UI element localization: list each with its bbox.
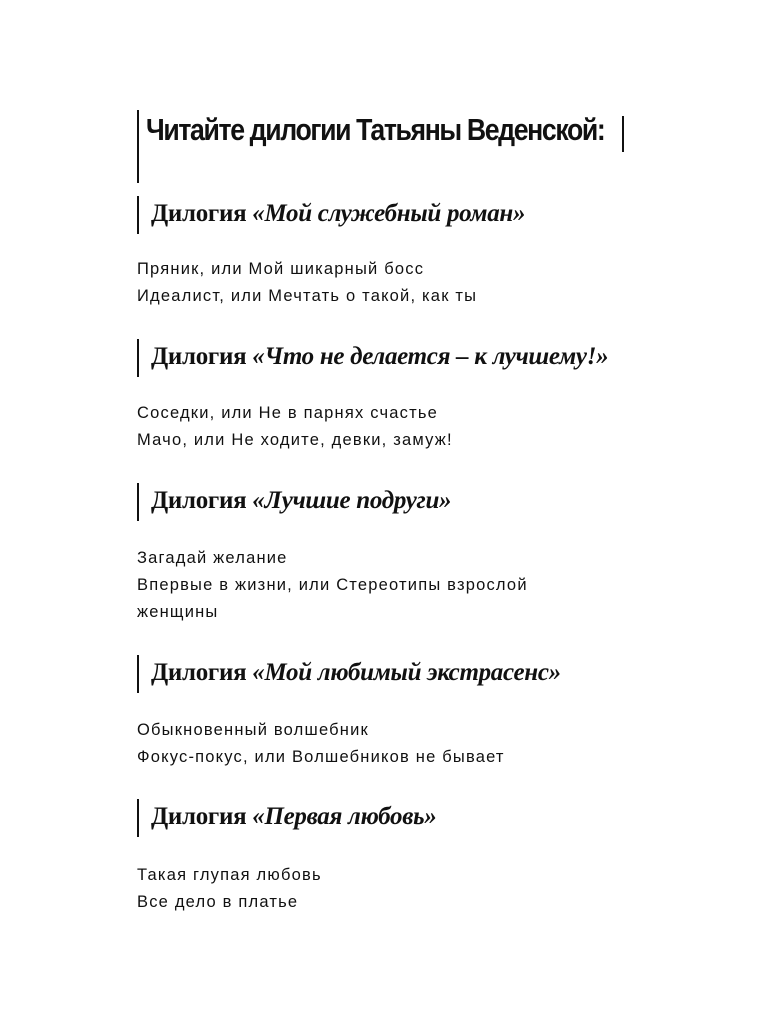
series-section [137, 196, 697, 305]
series-name: «Первая любовь» [252, 803, 437, 830]
title-right-rule [622, 116, 624, 152]
series-section [137, 339, 697, 449]
book-title: Пряник, или Мой шикарный босс [137, 260, 425, 278]
series-name: «Что не делается – к лучшему!» [252, 343, 609, 370]
book-title: Загадай желание [137, 549, 288, 567]
series-label: Дилогия [151, 659, 247, 686]
series-rule [137, 799, 139, 837]
series-heading [137, 483, 697, 523]
series-label: Дилогия [151, 803, 247, 830]
book-title: Обыкновенный волшебник [137, 721, 369, 739]
series-rule [137, 655, 139, 693]
series-heading [137, 799, 697, 839]
series-name: «Мой служебный роман» [252, 200, 526, 227]
series-heading [137, 339, 697, 379]
book-title: Все дело в платье [137, 893, 299, 911]
book-title: Мачо, или Не ходите, девки, замуж! [137, 431, 453, 449]
series-name: «Лучшие подруги» [252, 487, 452, 514]
book-title: Впервые в жизни, или Стереотипы взрослой женщины [137, 576, 528, 621]
book-list [137, 545, 557, 626]
series-label: Дилогия [151, 487, 247, 514]
series-name: «Мой любимый экстрасенс» [252, 659, 561, 686]
series-section [137, 655, 697, 766]
series-rule [137, 339, 139, 377]
series-label: Дилогия [151, 343, 247, 370]
book-title: Соседки, или Не в парнях счастье [137, 404, 439, 422]
series-label: Дилогия [151, 200, 247, 227]
book-title: Такая глупая любовь [137, 866, 322, 884]
page-title: Читайте дилогии Татьяны Веденской: [146, 112, 605, 147]
series-section [137, 799, 697, 911]
book-list [137, 256, 557, 310]
series-title [151, 341, 608, 373]
series-heading [137, 196, 697, 236]
book-list [137, 400, 557, 454]
series-rule [137, 196, 139, 234]
book-list [137, 862, 557, 916]
series-rule [137, 483, 139, 521]
title-left-rule [137, 110, 139, 183]
series-title [151, 485, 451, 517]
series-title [151, 801, 436, 833]
series-heading [137, 655, 697, 695]
series-section [137, 483, 697, 621]
series-title [151, 657, 561, 689]
book-list [137, 717, 557, 771]
book-title: Фокус-покус, или Волшебников не бывает [137, 748, 505, 766]
series-title [151, 198, 525, 230]
book-title: Идеалист, или Мечтать о такой, как ты [137, 287, 478, 305]
